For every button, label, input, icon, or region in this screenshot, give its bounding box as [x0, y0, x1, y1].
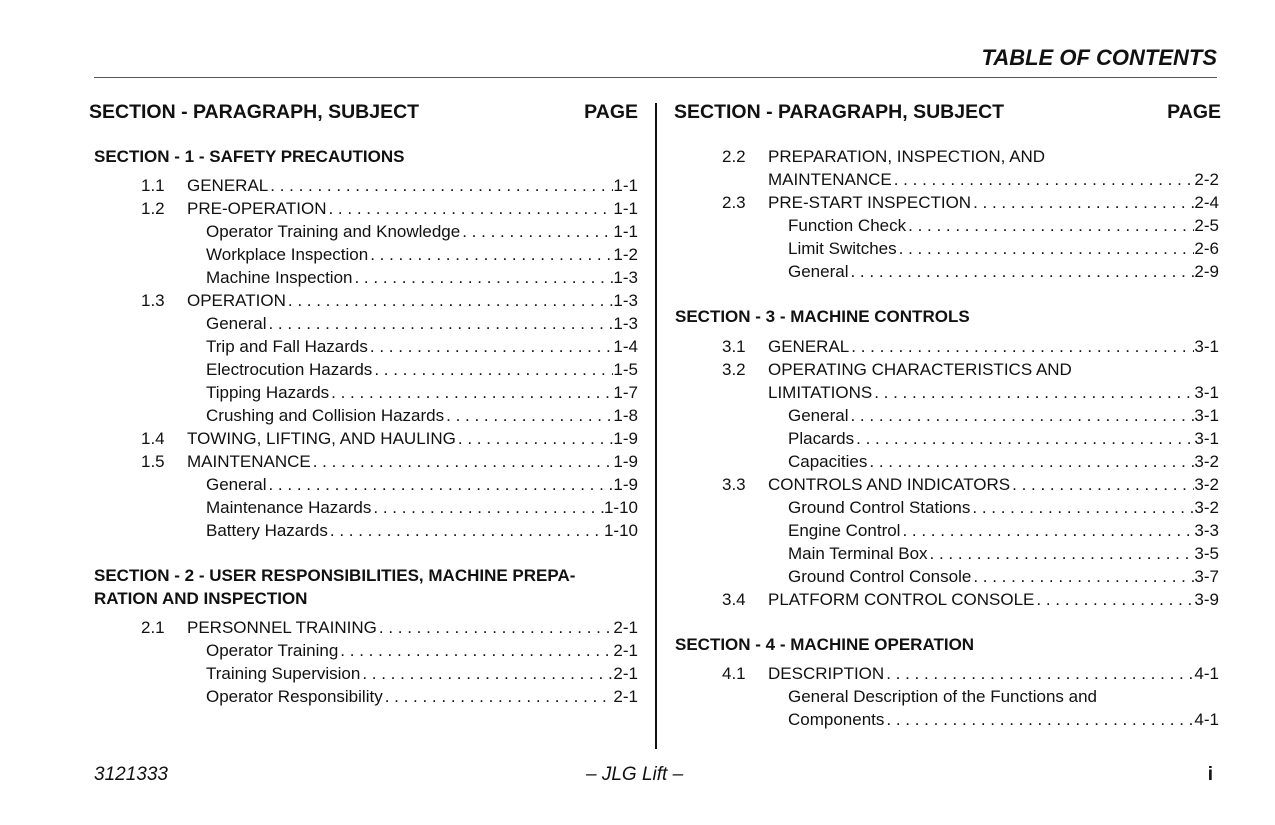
toc-entry-page: 3-3 [1194, 521, 1219, 540]
toc-entry-text: Maintenance Hazards [206, 498, 372, 517]
dot-leader [854, 427, 1194, 450]
dot-leader [872, 381, 1194, 404]
dot-leader [900, 519, 1194, 542]
toc-entry[interactable] [722, 662, 1219, 685]
toc-entry-page: 1-9 [613, 429, 638, 448]
dot-leader [329, 381, 613, 404]
toc-entry-page: 3-9 [1194, 590, 1219, 609]
toc-entry[interactable] [206, 312, 638, 335]
toc-entry-text: Operator Training [206, 641, 339, 660]
dot-leader [884, 708, 1194, 731]
toc-entry-page: 2-1 [613, 664, 638, 683]
toc-entry-text: Workplace Inspection [206, 245, 369, 264]
toc-entry[interactable] [141, 197, 638, 220]
toc-entry-number: 1.3 [141, 291, 165, 310]
toc-entry-number: 2.1 [141, 618, 165, 637]
toc-entry-page: 2-9 [1194, 262, 1219, 281]
dot-leader [971, 565, 1194, 588]
toc-entry[interactable] [206, 639, 638, 662]
toc-entry-page: 1-1 [613, 199, 638, 218]
dot-leader [352, 266, 613, 289]
toc-entry[interactable] [788, 542, 1219, 565]
toc-entry[interactable] [722, 358, 1219, 381]
toc-entry[interactable] [788, 450, 1219, 473]
section-title-continued: RATION AND INSPECTION [94, 589, 308, 608]
toc-entry-number: 3.4 [722, 590, 746, 609]
dot-leader [892, 168, 1195, 191]
toc-entry-text: Operator Responsibility [206, 687, 383, 706]
footer-doc-number: 3121333 [94, 764, 168, 785]
toc-entry-text: Main Terminal Box [788, 544, 928, 563]
toc-entry-page: 2-2 [1194, 170, 1219, 189]
toc-entry[interactable] [788, 708, 1219, 731]
toc-entry[interactable] [788, 685, 1219, 708]
toc-entry-number: 3.2 [722, 360, 746, 379]
toc-entry[interactable] [722, 588, 1219, 611]
dot-leader [266, 312, 613, 335]
toc-entry-page: 3-2 [1194, 475, 1219, 494]
toc-entry[interactable] [206, 220, 638, 243]
toc-entry-text: MAINTENANCE [187, 452, 311, 471]
dot-leader [849, 335, 1194, 358]
toc-entry-text: Ground Control Console [788, 567, 972, 586]
toc-entry-text: OPERATION [187, 291, 286, 310]
toc-entry-page: 2-1 [613, 641, 638, 660]
dot-leader [326, 197, 613, 220]
column-header-page: PAGE [1167, 101, 1221, 123]
toc-entry-text: Crushing and Collision Hazards [206, 406, 445, 425]
toc-entry-text: Placards [788, 429, 855, 448]
toc-entry-page: 1-3 [613, 291, 638, 310]
toc-entry-page: 2-5 [1194, 216, 1219, 235]
toc-entry-number: 1.5 [141, 452, 165, 471]
dot-leader [1034, 588, 1194, 611]
section-title: SECTION - 4 - MACHINE OPERATION [675, 635, 975, 654]
toc-entry-text: PLATFORM CONTROL CONSOLE [768, 590, 1035, 609]
toc-entry-page: 1-1 [613, 176, 638, 195]
toc-entry-page: 1-10 [603, 498, 638, 517]
toc-entry[interactable] [141, 616, 638, 639]
dot-leader [884, 662, 1194, 685]
dot-leader [328, 519, 604, 542]
toc-entry-page: 1-10 [603, 521, 638, 540]
dot-leader [377, 616, 614, 639]
toc-entry-number: 2.3 [722, 193, 746, 212]
toc-entry-page: 2-6 [1194, 239, 1219, 258]
toc-entry[interactable] [206, 473, 638, 496]
toc-entry-page: 3-2 [1194, 452, 1219, 471]
dot-leader [371, 496, 604, 519]
toc-entry-text: Training Supervision [206, 664, 361, 683]
dot-leader [372, 358, 613, 381]
toc-entry-text: Battery Hazards [206, 521, 328, 540]
column-divider [655, 103, 657, 749]
dot-leader [444, 404, 613, 427]
dot-leader [286, 289, 614, 312]
toc-entry[interactable] [206, 335, 638, 358]
toc-entry[interactable] [141, 427, 638, 450]
toc-entry-text: Engine Control [788, 521, 901, 540]
toc-entry[interactable] [206, 662, 638, 685]
toc-entry-text: General [206, 314, 267, 333]
dot-leader [970, 496, 1194, 519]
toc-entry[interactable] [206, 685, 638, 708]
toc-entry-page: 1-9 [613, 452, 638, 471]
toc-entry-page: 1-8 [613, 406, 638, 425]
toc-entry-page: 2-1 [613, 618, 638, 637]
dot-leader [368, 335, 614, 358]
toc-entry-text: Components [788, 710, 885, 729]
toc-entry-page: 1-4 [613, 337, 638, 356]
column-header-subject: SECTION - PARAGRAPH, SUBJECT [674, 101, 1005, 123]
toc-entry[interactable] [206, 243, 638, 266]
toc-entry[interactable] [206, 381, 638, 404]
footer-page-number: i [1207, 764, 1213, 785]
dot-leader [368, 243, 613, 266]
toc-entry-page: 3-7 [1194, 567, 1219, 586]
toc-entry-text: Ground Control Stations [788, 498, 971, 517]
toc-entry[interactable] [788, 260, 1219, 283]
page-header-title: TABLE OF CONTENTS [981, 45, 1217, 70]
dot-leader [456, 427, 614, 450]
column-header-subject: SECTION - PARAGRAPH, SUBJECT [89, 101, 420, 123]
section-title: SECTION - 1 - SAFETY PRECAUTIONS [94, 147, 405, 166]
dot-leader [266, 473, 613, 496]
toc-entry-number: 3.3 [722, 475, 746, 494]
dot-leader [338, 639, 613, 662]
toc-entry-page: 4-1 [1194, 710, 1219, 729]
toc-entry-text: PERSONNEL TRAINING [187, 618, 377, 637]
toc-entry[interactable] [141, 450, 638, 473]
toc-entry-text: TOWING, LIFTING, AND HAULING [187, 429, 456, 448]
toc-entry-text: Operator Training and Knowledge [206, 222, 461, 241]
toc-entry-page: 3-2 [1194, 498, 1219, 517]
toc-entry-page: 4-1 [1194, 664, 1219, 683]
toc-entry-text: Function Check [788, 216, 907, 235]
toc-entry-page: 1-1 [613, 222, 638, 241]
dot-leader [848, 260, 1194, 283]
toc-entry-page: 1-3 [613, 268, 638, 287]
section-title: SECTION - 3 - MACHINE CONTROLS [675, 307, 970, 326]
toc-entry[interactable] [788, 427, 1219, 450]
dot-leader [897, 237, 1195, 260]
toc-entry-text: GENERAL [187, 176, 269, 195]
toc-entry[interactable] [722, 145, 1219, 168]
toc-entry-page: 3-5 [1194, 544, 1219, 563]
toc-entry-text: General [788, 262, 849, 281]
dot-leader [928, 542, 1195, 565]
toc-entry-number: 4.1 [722, 664, 746, 683]
dot-leader [460, 220, 613, 243]
toc-entry[interactable] [788, 519, 1219, 542]
toc-entry-text: Limit Switches [788, 239, 897, 258]
toc-entry-number: 1.1 [141, 176, 165, 195]
toc-entry-text: OPERATING CHARACTERISTICS AND [768, 360, 1072, 379]
toc-entry-text: PRE-OPERATION [187, 199, 327, 218]
header-rule [94, 77, 1217, 78]
toc-entry-text: MAINTENANCE [768, 170, 892, 189]
toc-entry-text: PRE-START INSPECTION [768, 193, 972, 212]
toc-entry-page: 3-1 [1194, 337, 1219, 356]
toc-entry-text: DESCRIPTION [768, 664, 885, 683]
toc-entry[interactable] [206, 404, 638, 427]
dot-leader [383, 685, 614, 708]
toc-entry-page: 1-7 [613, 383, 638, 402]
footer-brand: – JLG Lift – [586, 764, 684, 785]
dot-leader [867, 450, 1194, 473]
toc-entry-page: 1-3 [613, 314, 638, 333]
toc-entry-page: 2-1 [613, 687, 638, 706]
toc-entry-page: 2-4 [1194, 193, 1219, 212]
toc-entry-page: 3-1 [1194, 383, 1219, 402]
toc-entry[interactable] [788, 214, 1219, 237]
toc-entry-text: Trip and Fall Hazards [206, 337, 368, 356]
toc-entry-page: 1-2 [613, 245, 638, 264]
toc-entry[interactable] [722, 473, 1219, 496]
toc-entry[interactable] [141, 289, 638, 312]
dot-leader [906, 214, 1194, 237]
toc-entry[interactable] [788, 237, 1219, 260]
toc-entry-text: General Description of the Functions and [788, 687, 1098, 706]
toc-entry-text: Capacities [788, 452, 868, 471]
toc-entry[interactable] [206, 519, 638, 542]
toc-entry-text: Machine Inspection [206, 268, 353, 287]
toc-entry-number: 3.1 [722, 337, 746, 356]
toc-entry-text: Tipping Hazards [206, 383, 330, 402]
toc-entry[interactable] [141, 174, 638, 197]
column-header-page: PAGE [584, 101, 638, 123]
toc-entry-number: 1.2 [141, 199, 165, 218]
toc-entry[interactable] [206, 358, 638, 381]
toc-entry-page: 1-5 [613, 360, 638, 379]
toc-entry[interactable] [768, 168, 1219, 191]
toc-entry-text: GENERAL [768, 337, 850, 356]
toc-entry-page: 3-1 [1194, 429, 1219, 448]
toc-entry-page: 3-1 [1194, 406, 1219, 425]
toc-entry[interactable] [768, 381, 1219, 404]
dot-leader [1010, 473, 1194, 496]
toc-entry[interactable] [722, 335, 1219, 358]
toc-entry[interactable] [206, 266, 638, 289]
toc-entry-text: PREPARATION, INSPECTION, AND [768, 147, 1046, 166]
dot-leader [268, 174, 613, 197]
toc-entry-text: General [206, 475, 267, 494]
toc-entry[interactable] [722, 191, 1219, 214]
dot-leader [311, 450, 614, 473]
dot-leader [848, 404, 1194, 427]
toc-entry[interactable] [788, 496, 1219, 519]
toc-entry-text: General [788, 406, 849, 425]
toc-entry-page: 1-9 [613, 475, 638, 494]
toc-entry-number: 2.2 [722, 147, 746, 166]
toc-entry[interactable] [206, 496, 638, 519]
toc-entry-text: Electrocution Hazards [206, 360, 373, 379]
section-title: SECTION - 2 - USER RESPONSIBILITIES, MACHINE PREPA- [94, 566, 576, 585]
toc-entry[interactable] [788, 404, 1219, 427]
toc-entry[interactable] [788, 565, 1219, 588]
toc-entry-number: 1.4 [141, 429, 165, 448]
dot-leader [360, 662, 613, 685]
toc-entry-text: LIMITATIONS [768, 383, 873, 402]
dot-leader [971, 191, 1194, 214]
toc-entry-text: CONTROLS AND INDICATORS [768, 475, 1011, 494]
